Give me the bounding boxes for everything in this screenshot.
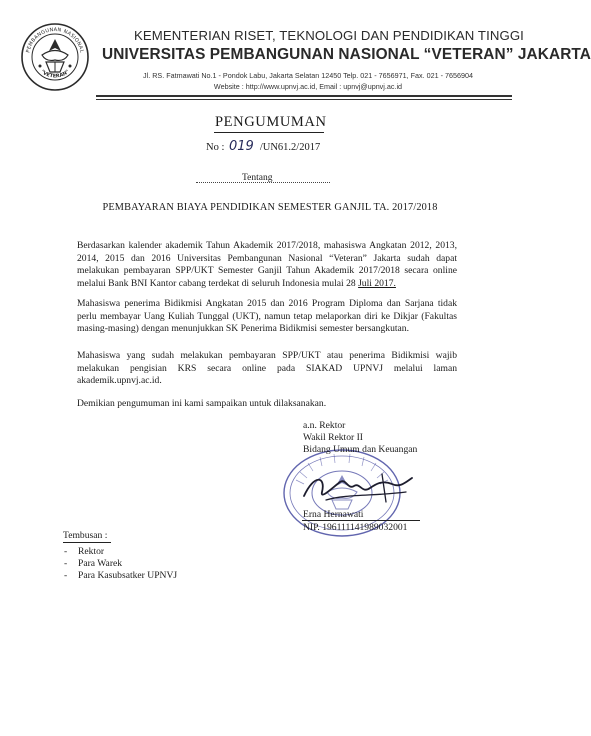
title-underline xyxy=(214,132,324,133)
letterhead-rule xyxy=(96,95,512,97)
university-name: UNIVERSITAS PEMBANGUNAN NASIONAL “VETERAN” JAKARTA xyxy=(102,46,591,63)
paragraph-krs: Mahasiswa yang sudah melakukan pembayaran SPP/UKT atau penerima Bidikmisi wajib melakukan pengisian KRS secara online pada SIAKAD UPNVJ melalui laman akademik.upnvj.ac.id. xyxy=(77,350,457,387)
announcement-number xyxy=(206,139,320,154)
about-label: Tentang xyxy=(242,173,273,183)
signatory-on-behalf: a.n. Rektor xyxy=(303,420,346,431)
signatory-name: Erna Hernawati xyxy=(303,509,364,520)
about-divider xyxy=(196,182,330,183)
handwritten-number: 019 xyxy=(229,139,254,154)
signatory-division: Bidang Umum dan Keuangan xyxy=(303,444,418,455)
copy-item: - Para Warek xyxy=(64,558,123,569)
logo-bottom-text: "VETERAN" xyxy=(39,68,71,80)
paragraph-closing: Demikian pengumuman ini kami sampaikan untuk dilaksanakan. xyxy=(77,398,327,409)
signatory-position: Wakil Rektor II xyxy=(303,432,363,443)
name-underline xyxy=(302,520,420,521)
copy-item: - Rektor xyxy=(64,546,105,557)
ministry-name: KEMENTERIAN RISET, TEKNOLOGI DAN PENDIDIKAN TINGGI xyxy=(134,28,524,43)
paragraph-schedule-text: Berdasarkan kalender akademik Tahun Akademik 2017/2018, mahasiswa Angkatan 2012, 2013, 2014, 2015 dan 2016 Universitas Pembangunan Nasional “Veteran” Jakarta sudah dapat melakukan pembayaran SPP/UKT Semester Ganjil Tahun Akademik 2017/2018 secara online melalui Bank BNI Kantor cabang terdekat di seluruh Indonesia mulai 28 xyxy=(77,240,457,289)
copy-item: - Para Kasubsatker UPNVJ xyxy=(64,570,178,581)
university-emblem-icon xyxy=(20,22,90,92)
logo-top-text: PEMBANGUNAN NASIONAL xyxy=(25,26,85,54)
announcement-title: PENGUMUMAN xyxy=(215,114,327,130)
paragraph-bidikmisi: Mahasiswa penerima Bidikmisi Angkatan 2015 dan 2016 Program Diploma dan Sarjana tidak perlu membayar Uang Kuliah Tunggal (UKT), namun tetap melaporkan diri ke Dikjar (Fakultas masing-masing) dengan menunjukkan SK Penerima Bidikmisi semester bersangkutan. xyxy=(77,298,457,335)
university-contact: Website : http://www.upnvj.ac.id, Email : upnvj@upnvj.ac.id xyxy=(213,82,403,91)
announcement-subject: PEMBAYARAN BIAYA PENDIDIKAN SEMESTER GANJIL TA. 2017/2018 xyxy=(102,202,438,213)
university-address: Jl. RS. Fatmawati No.1 - Pondok Labu, Jakarta Selatan 12450 Telp. 021 - 7656971, Fax. 021 - 7656904 xyxy=(143,71,473,80)
number-suffix: /UN61.2/2017 xyxy=(259,142,321,153)
start-date: Juli 2017. xyxy=(358,277,396,289)
signatory-nip: NIP. 196111141989032001 xyxy=(303,522,408,533)
copies-underline xyxy=(63,542,111,543)
number-label: No : xyxy=(206,142,225,153)
paragraph-schedule xyxy=(77,240,457,290)
letterhead-rule-thin xyxy=(96,99,512,100)
copies-label: Tembusan : xyxy=(63,530,108,541)
handwritten-signature-icon xyxy=(296,466,416,510)
